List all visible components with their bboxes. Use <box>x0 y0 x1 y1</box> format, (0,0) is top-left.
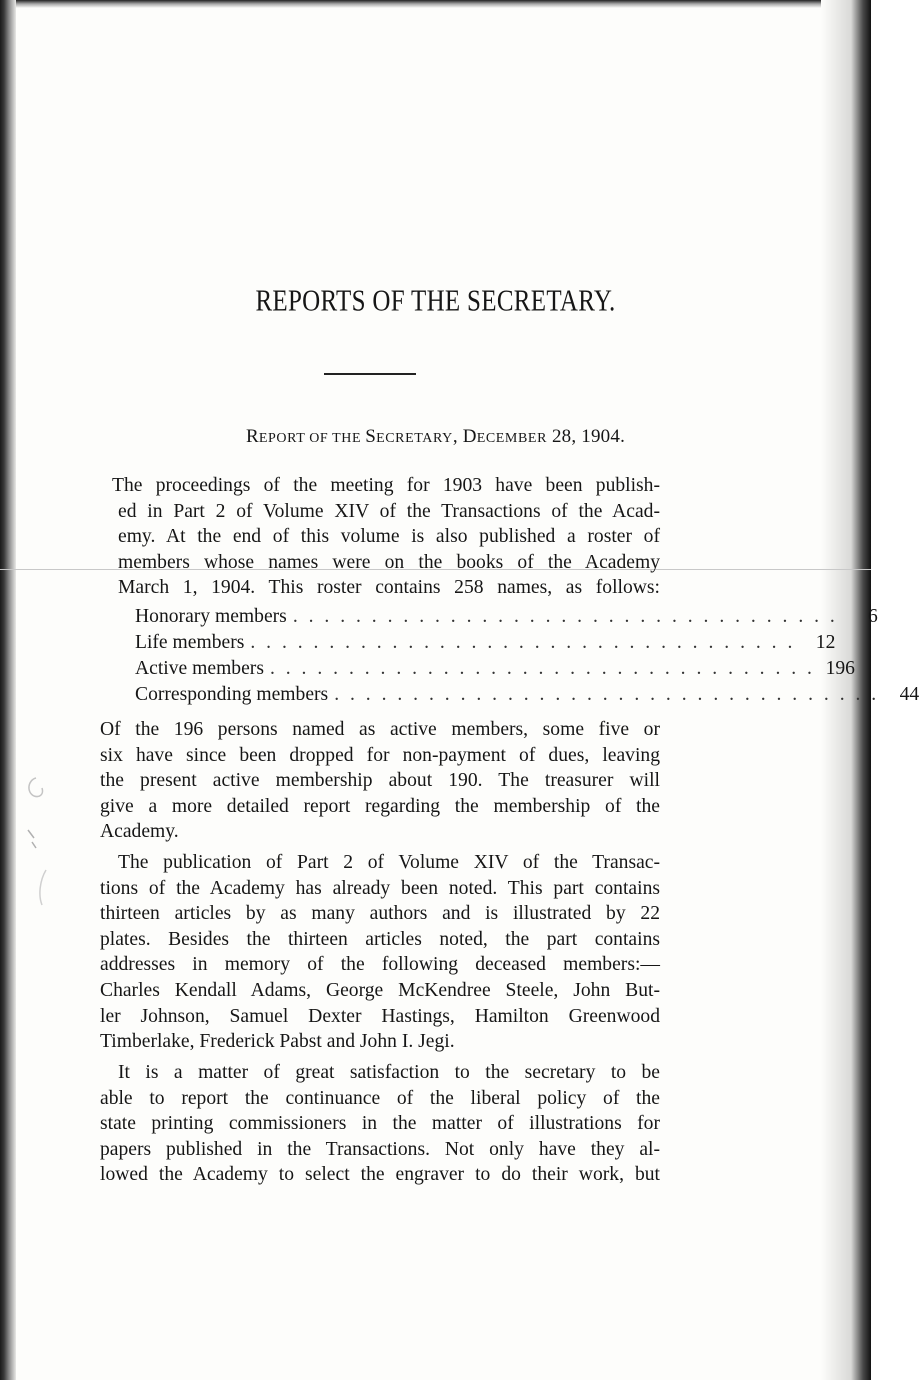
paragraph-3 <box>100 850 660 1055</box>
paragraph-2-line: give a more detailed report regarding the membership of the <box>100 795 660 817</box>
roster-table <box>135 604 919 708</box>
roster-row-corresponding <box>135 682 919 708</box>
subheading-s: S <box>365 426 377 447</box>
paragraph-1-line: The proceedings of the meeting for 1903 have been publish- <box>112 475 660 496</box>
paragraph-2 <box>100 717 660 845</box>
page-top-edge <box>0 0 871 8</box>
paragraph-4 <box>100 1060 660 1188</box>
roster-count: 6 <box>868 606 878 627</box>
paragraph-3-line: Charles Kendall Adams, George McKendree Steele, John But- <box>100 979 660 1001</box>
heading-rule <box>324 373 416 375</box>
roster-row-honorary <box>135 604 878 630</box>
roster-label: Honorary members <box>135 606 287 627</box>
paragraph-3-line: Timberlake, Frederick Pabst and John I. Jegi. <box>100 1031 455 1053</box>
margin-pencil-marks <box>22 770 62 935</box>
roster-count: 12 <box>815 632 836 653</box>
paragraph-1 <box>100 473 660 601</box>
roster-label: Corresponding members <box>135 684 329 705</box>
roster-label: Life members <box>135 632 245 653</box>
roster-label: Active members <box>135 658 264 679</box>
paragraph-4-line: lowed the Academy to select the engraver to do their work, but <box>100 1164 660 1186</box>
paragraph-3-line: ler Johnson, Samuel Dexter Hastings, Hamilton Greenwood <box>100 1005 660 1027</box>
paragraph-3-line: plates. Besides the thirteen articles noted, the part contains <box>100 928 660 950</box>
paragraph-4-line: It is a matter of great satisfaction to the secretary to be <box>118 1062 660 1083</box>
paragraph-1-line: March 1, 1904. This roster contains 258 names, as follows: <box>118 577 660 599</box>
subheading-ecretary: ECRETARY <box>376 431 453 446</box>
paragraph-3-line: tions of the Academy has already been noted. This part contains <box>100 877 660 899</box>
subheading-r: R <box>245 426 259 447</box>
leader-dots: . . . . . . . . . . . . . . . . . . . . . . . . . . . . . . . . . . . <box>250 632 796 653</box>
paragraph-2-line: the present active membership about 190. The treasurer will <box>100 770 660 792</box>
paragraph-4-line: able to report the continuance of the liberal policy of the <box>100 1087 660 1109</box>
paragraph-2-line: six have since been dropped for non-payment of dues, leaving <box>100 744 660 766</box>
subheading-ecember: ECEMBER <box>476 431 548 446</box>
leader-dots: . . . . . . . . . . . . . . . . . . . . . . . . . . . . . . . . . . . <box>334 684 880 705</box>
subheading-of-the: OF THE <box>305 431 366 446</box>
roster-row-active <box>135 656 855 682</box>
roster-count: 196 <box>825 658 855 679</box>
paragraph-3-line: thirteen articles by as many authors and is illustrated by 22 <box>100 903 660 925</box>
report-subheading <box>0 426 871 448</box>
roster-count: 44 <box>899 684 919 705</box>
paragraph-2-line: Of the 196 persons named as active members, some five or <box>100 719 660 740</box>
leader-dots: . . . . . . . . . . . . . . . . . . . . . . . . . . . . . . . . . . . <box>269 658 815 679</box>
paragraph-3-line: addresses in memory of the following deceased members:— <box>100 954 660 976</box>
paragraph-1-line: ed in Part 2 of Volume XIV of the Transactions of the Acad- <box>118 500 660 522</box>
page-left-edge <box>0 0 16 1380</box>
page-heading: REPORTS OF THE SECRETARY. <box>255 284 616 318</box>
paragraph-2-line: Academy. <box>100 821 179 843</box>
paragraph-4-line: state printing commissioners in the matter of illustrations for <box>100 1113 660 1135</box>
subheading-eport: EPORT <box>258 431 306 446</box>
subheading-d: , D <box>452 426 477 447</box>
paragraph-3-line: The publication of Part 2 of Volume XIV of the Transac- <box>118 852 660 873</box>
subheading-date: 28, 1904. <box>547 426 626 447</box>
paragraph-4-line: papers published in the Transactions. Not only have they al- <box>100 1138 660 1160</box>
paragraph-1-line: members whose names were on the books of the Academy <box>118 551 660 573</box>
roster-row-life <box>135 630 836 656</box>
leader-dots: . . . . . . . . . . . . . . . . . . . . . . . . . . . . . . . . . . . <box>292 606 838 627</box>
paragraph-1-line: emy. At the end of this volume is also published a roster of <box>118 526 660 548</box>
